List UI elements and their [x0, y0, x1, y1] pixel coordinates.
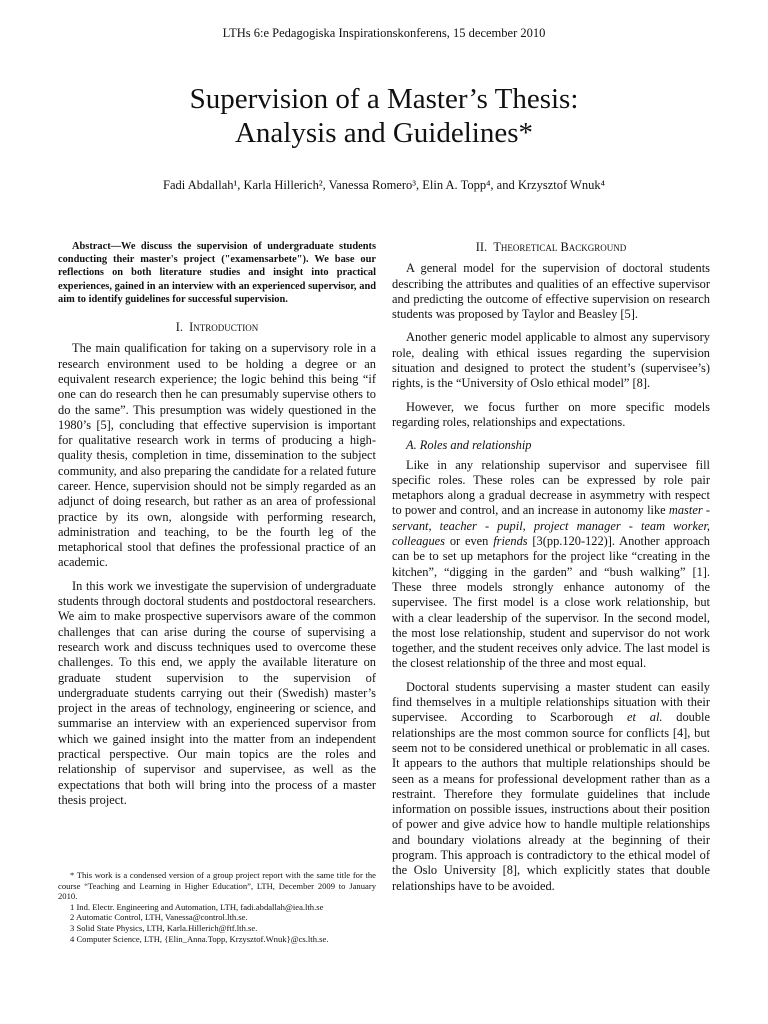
section-number: II. — [475, 240, 488, 254]
italic-text-run: master - servant, teacher - pupil, project manager - team worker, colleagues — [392, 503, 710, 549]
section-heading-introduction — [58, 320, 376, 335]
background-paragraph-2: Another generic model applicable to almost any supervisory role, dealing with ethical issues regarding the supervision situation and designed to protect the student’s (supervisee’s) rights, is the “University of Oslo ethical model” [8]. — [392, 330, 710, 391]
section-title: Theoretical Background — [493, 240, 627, 254]
conference-header: LTHs 6:e Pedagogiska Inspirationskonferens, 15 december 2010 — [222, 26, 546, 40]
footnote-3: 3 Solid State Physics, LTH, Karla.Hillerich@ftf.lth.se. — [70, 922, 258, 933]
background-paragraph-1: A general model for the supervision of doctoral students describing the attributes and qualities of an effective supervisor and predicting the outcome of effective supervision on research students was proposed by Taylor and Beasley [5]. — [392, 261, 710, 322]
text-run: Doctoral students supervising a master student can easily find themselves in a multiple relationships situation with their supervisee. According to Scarborough — [392, 679, 710, 725]
section-number: I. — [175, 320, 183, 335]
abstract: Abstract—We discuss the supervision of undergraduate students conducting their master's project ("examensarbete"). We base our reflections on both literature studies and insight into practical experiences, gained in an interview with an experienced supervisor, and aim to identify guidelines for successful supervision. — [58, 241, 376, 305]
author-list: Fadi Abdallah¹, Karla Hillerich², Vanessa Romero³, Elin A. Topp⁴, and Krzysztof Wnuk⁴ — [163, 178, 605, 192]
roles-paragraph-2 — [392, 680, 710, 894]
section-heading-background — [392, 240, 710, 255]
text-run: Like in any relationship supervisor and supervisee fill specific roles. These roles can be expressed by role pair metaphors along a gradual decrease in asymmetry with respect to power and control, and an increase in autonomy like — [392, 457, 710, 518]
italic-text-run: et al. — [627, 710, 663, 725]
intro-paragraph-1: The main qualification for taking on a supervisory role in a research environment used to be holding a degree or an equivalent research experience; the logic behind this being “if one can do research then he can presumably supervise others to do the same”. This presumption was widely questioned in the 1980’s [5], concluding that effective supervision is important for qualitative research work in terms of producing a high-quality thesis, completion in time, dissemination to the subject community, and also preparing the candidate for a related future career. Hence, supervision should not be simply regarded as an adjunct of doing research, but rather as an area of professional practice by its own, alongside with performing research, administration and teaching, to be the fourth leg of the metaphorical stool that defines the professional practice of an academic. — [58, 341, 376, 570]
section-title: Introduction — [189, 320, 259, 335]
footnote-4: 4 Computer Science, LTH, {Elin_Anna.Topp, Krzysztof.Wnuk}@cs.lth.se. — [70, 933, 329, 944]
footnote-2: 2 Automatic Control, LTH, Vanessa@control.lth.se. — [70, 912, 248, 923]
footnotes — [58, 870, 376, 944]
footnote-1: 1 Ind. Electr. Engineering and Automation, LTH, fadi.abdallah@iea.lth.se — [70, 901, 324, 912]
subsection-heading-roles: A. Roles and relationship — [406, 438, 532, 453]
title-line-1: Supervision of a Master’s Thesis: — [189, 83, 579, 115]
italic-text-run: friends — [493, 534, 528, 549]
roles-paragraph-1 — [392, 458, 710, 672]
text-run: or even — [445, 534, 494, 549]
background-paragraph-3: However, we focus further on more specific models regarding roles, relationships and expectations. — [392, 399, 710, 429]
paper-title — [0, 82, 768, 150]
text-run: double relationships are the most common source for conflicts [4], but seem not to be considered unethical or problematic in all cases. It appears to the authors that multiple relationships should be seen as a means for professional development rather than as a restraint. Therefore they formulate guidelines that include information on possible issues, instructions about their position of power and give advice how to handle multiple relationships and boundary violations already at the beginning of their program. This approach is contradictory to the ethical model of the Oslo University [8], which explicitly states that double relationships have to be avoided. — [392, 710, 710, 893]
intro-paragraph-2: In this work we investigate the supervision of undergraduate students through doctoral students and postdoctoral researchers. We aim to make prospective supervisors aware of the common challenges that can arise during the course of supervising a research work and discuss techniques used to overcome these challenges. To this end, we apply the available literature on graduate student supervision to the supervision of undergraduate students carrying out their (Swedish) master’s project in the areas of technology, engineering or science, and summarise an interview with an experienced supervisor from which we gained insight into the matter from an independent practical perspective. Our main topics are the roles and relationship of supervisor and supervisee, as well as the expectations that both will bring into the process of a master thesis project. — [58, 578, 376, 807]
right-column — [392, 240, 710, 902]
left-column — [58, 240, 376, 816]
text-run: [3(pp.120-122)]. Another approach can be to set up metaphors for the project like “creating in the kitchen”, “digging in the garden” and “bush walking” [1]. These three models strongly enhance autonomy of the supervisee. The first model is a close work relationship, but with a clear leadership of the supervisor. In the second model, the most lose relationship, student and supervisor do not work together, and the student receives only advice. The last model is the closest relationship of the three and most equal. — [392, 534, 710, 671]
title-line-2: Analysis and Guidelines* — [234, 117, 533, 149]
footnote-star: * This work is a condensed version of a group project report with the same title for the course “Teaching and Learning in Higher Education”, LTH, December 2009 to January 2010. — [58, 870, 376, 902]
